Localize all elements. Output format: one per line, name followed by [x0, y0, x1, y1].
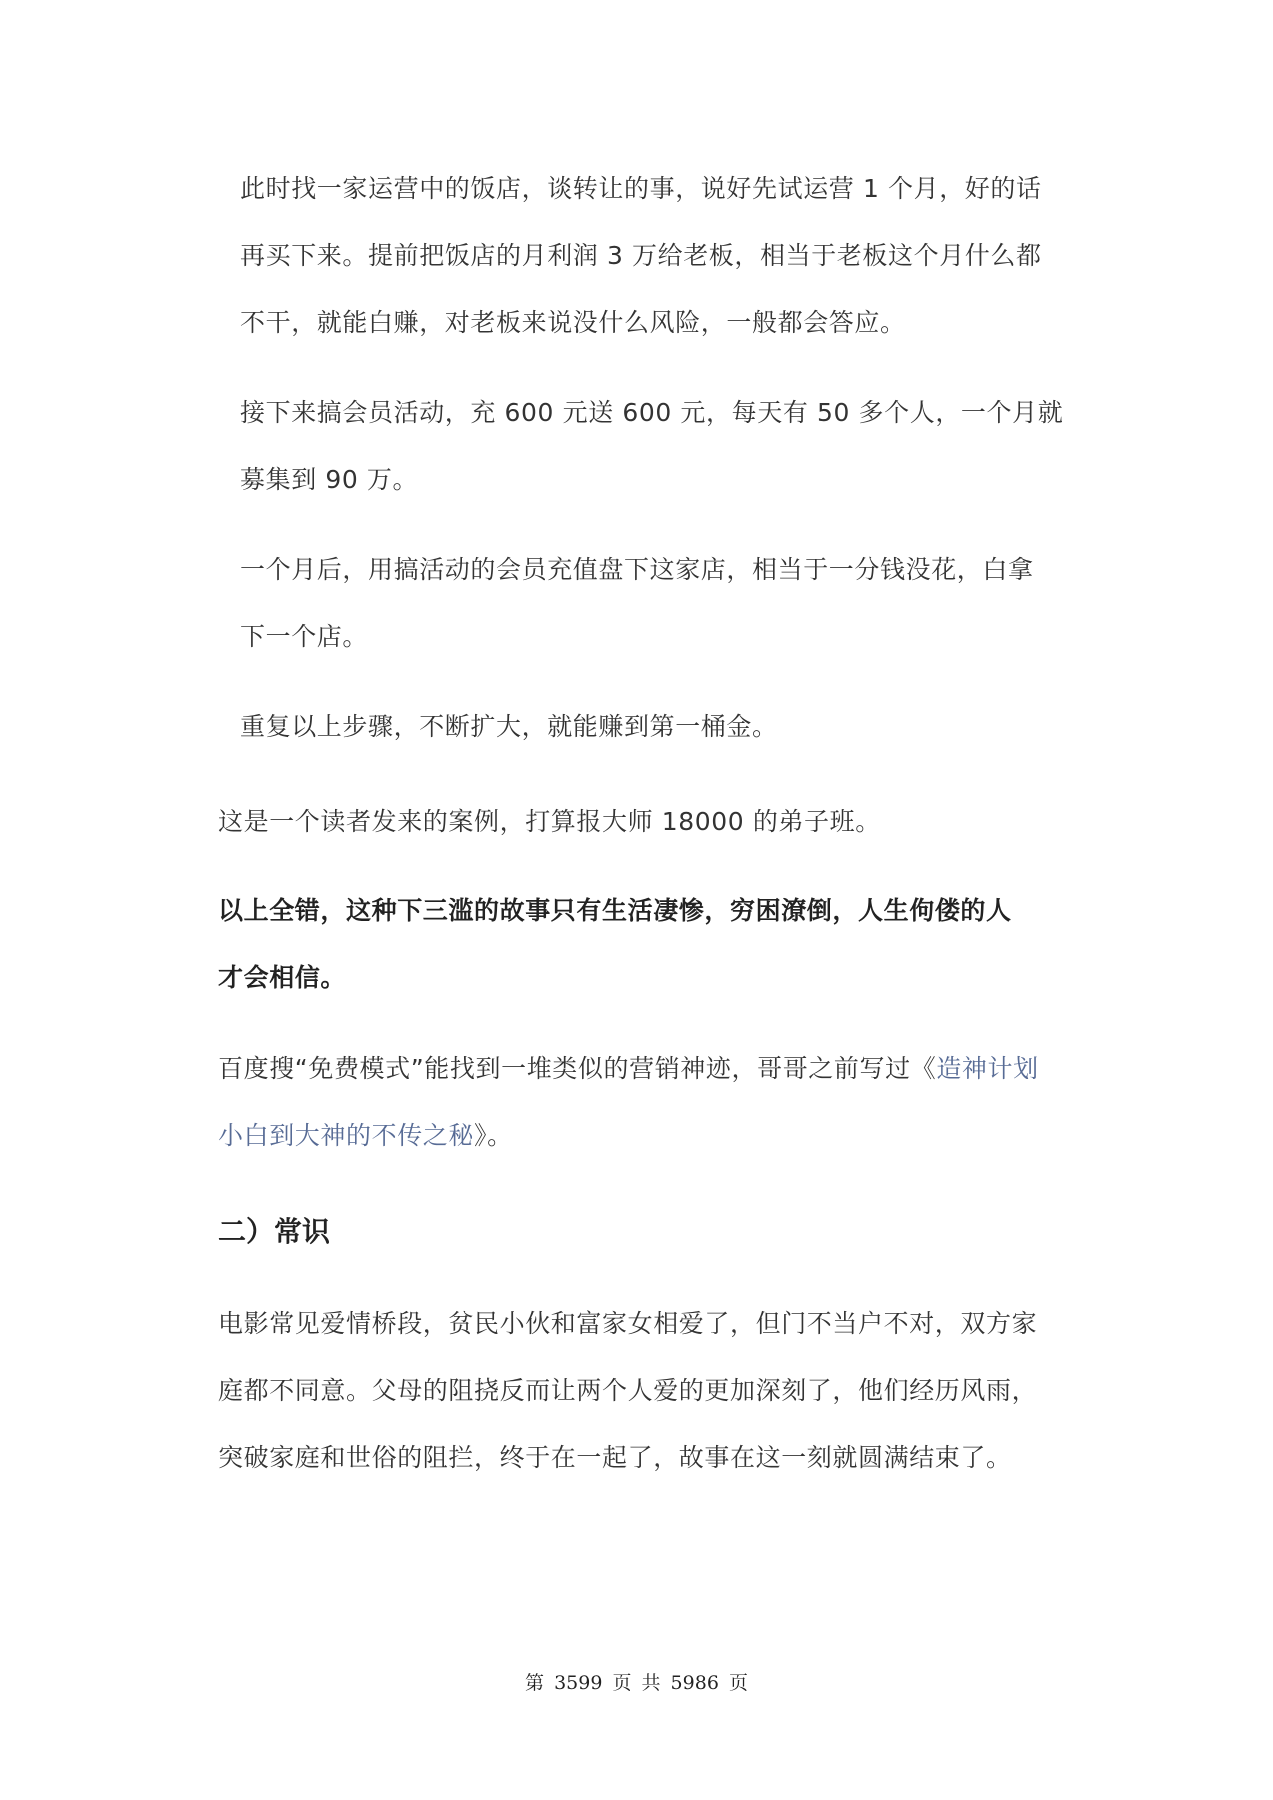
- bold-statement-line: 才会相信。: [218, 963, 347, 992]
- article-link[interactable]: 造神计划: [936, 1054, 1039, 1083]
- quote-line: 募集到 90 万。: [240, 465, 419, 494]
- quote-line: 接下来搞会员活动，充 600 元送 600 元，每天有 50 多个人，一个月就: [240, 398, 1064, 427]
- story-line: 庭都不同意。父母的阻挠反而让两个人爱的更加深刻了，他们经历风雨，: [218, 1376, 1038, 1405]
- story-line: 电影常见爱情桥段，贫民小伙和富家女相爱了，但门不当户不对，双方家: [218, 1309, 1038, 1338]
- baidu-text-end: 》。: [474, 1121, 513, 1150]
- quote-line: 下一个店。: [240, 622, 369, 651]
- baidu-text: 百度搜“免费模式”能找到一堆类似的营销神迹，哥哥之前写过《: [218, 1054, 937, 1083]
- quote-line: 再买下来。提前把饭店的月利润 3 万给老板，相当于老板这个月什么都: [240, 241, 1042, 270]
- bold-statement-line: 以上全错，这种下三滥的故事只有生活凄惨，穷困潦倒，人生佝偻的人: [218, 896, 1012, 925]
- story-line: 突破家庭和世俗的阻拦，终于在一起了，故事在这一刻就圆满结束了。: [218, 1443, 1012, 1472]
- quote-line: 不干，就能白赚，对老板来说没什么风险，一般都会答应。: [240, 308, 906, 337]
- quote-line: 一个月后，用搞活动的会员充值盘下这家店，相当于一分钱没花，白拿: [240, 555, 1034, 584]
- case-paragraph: 这是一个读者发来的案例，打算报大师 18000 的弟子班。: [218, 807, 881, 836]
- quote-line: 重复以上步骤，不断扩大，就能赚到第一桶金。: [240, 712, 778, 741]
- baidu-paragraph-line: [218, 1052, 1039, 1086]
- quote-line: 此时找一家运营中的饭店，谈转让的事，说好先试运营 1 个月，好的话: [240, 174, 1042, 203]
- section-heading: 二）常识: [218, 1215, 331, 1248]
- article-link[interactable]: 小白到大神的不传之秘: [218, 1121, 475, 1150]
- page-number-footer: 第 3599 页 共 5986 页: [525, 1672, 748, 1694]
- baidu-paragraph-line: [218, 1119, 513, 1153]
